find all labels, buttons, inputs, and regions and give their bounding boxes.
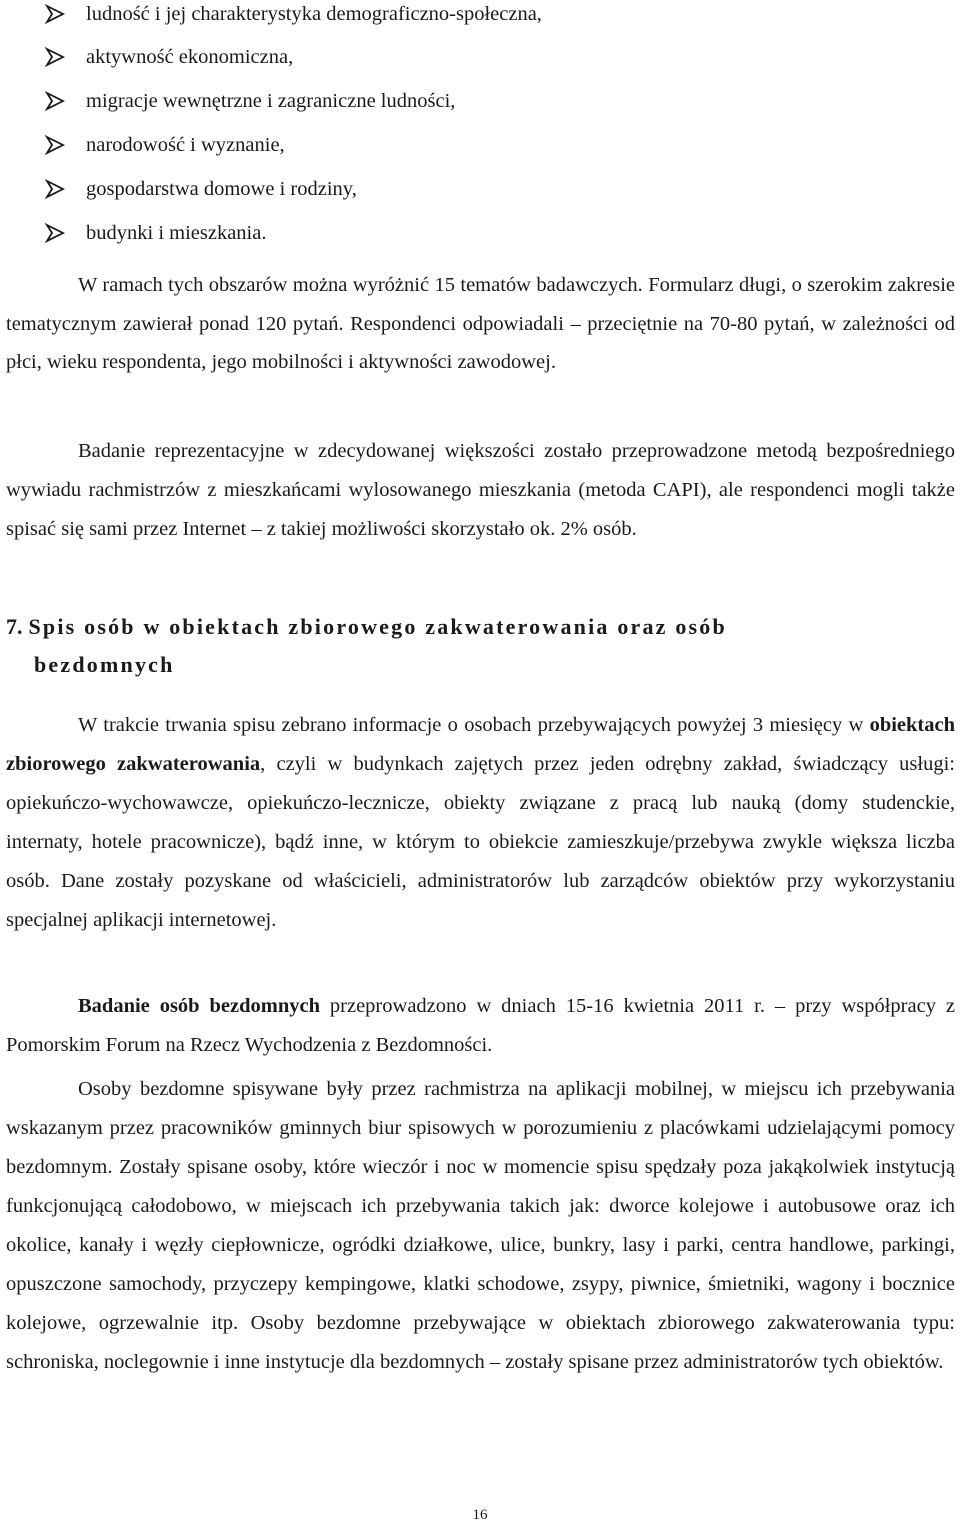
page-number: 16: [472, 1507, 488, 1523]
list-item: [44, 0, 542, 31]
list-item-text: aktywność ekonomiczna,: [86, 46, 294, 68]
paragraph-collective-accommodation: [6, 706, 955, 940]
arrow-bullet-icon: [44, 90, 66, 112]
section-number: 7.: [6, 614, 23, 639]
list-item-text: migracje wewnętrzne i zagraniczne ludności,: [86, 90, 456, 112]
arrow-bullet-icon: [44, 178, 66, 200]
list-item-text: narodowość i wyznanie,: [86, 134, 285, 156]
list-item: [44, 172, 357, 206]
section-heading: [6, 608, 955, 684]
section-title-line1: Spis osób w obiektach zbiorowego zakwaterowania oraz osób: [28, 614, 727, 639]
list-item-text: budynki i mieszkania.: [86, 222, 267, 244]
list-item: [44, 40, 293, 74]
bold-term: Badanie osób bezdomnych: [78, 995, 320, 1017]
paragraph-text: , czyli w budynkach zajętych przez jeden odrębny zakład, świadczący usługi: opiekuńczo-wychowawcze, opiekuńczo-lecznicze, obiekty związane z pracą lub nauką (domy studenckie, internaty, hotele pracownicze), bądź inne, w którym to obiekcie zamieszkuje/przebywa zwykle większa liczba osób. Dane zostały pozyskane od właścicieli, administratorów lub zarządców obiektów przy wykorzystaniu specjalnej aplikacji internetowej.: [6, 753, 955, 931]
list-item: [44, 128, 285, 162]
arrow-bullet-icon: [44, 134, 66, 156]
paragraph-survey-method: Badanie reprezentacyjne w zdecydowanej większości zostało przeprowadzone metodą bezpośredniego wywiadu rachmistrzów z mieszkańcami wylosowanego mieszkania (metoda CAPI), ale respondenci mogli także spisać się sami przez Internet – z takiej możliwości skorzystało ok. 2% osób.: [6, 440, 955, 540]
paragraph-text: przeprowadzono w dniach 15-16 kwietnia 2011 r. – przy współpracy z Pomorskim Forum na Rzecz Wychodzenia z Bezdomności.: [6, 995, 955, 1056]
paragraph-text: W trakcie trwania spisu zebrano informacje o osobach przebywających powyżej 3 miesięcy w: [78, 714, 870, 736]
section-title-line2: bezdomnych: [34, 652, 175, 677]
paragraph-homeless-enumeration: Osoby bezdomne spisywane były przez rachmistrza na aplikacji mobilnej, w miejscu ich przebywania wskazanym przez pracowników gminnych biur spisowych w porozumieniu z placówkami udzielającymi pomocy bezdomnym. Zostały spisane osoby, które wieczór i noc w momencie spisu spędzały poza jakąkolwiek instytucją funkcjonującą całodobowo, w miejscach ich przebywania takich jak: dworce kolejowe i autobusowe oraz ich okolice, kanały i węzły ciepłownicze, ogródki działkowe, ulice, bunkry, lasy i parki, centra handlowe, parkingi, opuszczone samochody, przyczepy kempingowe, klatki schodowe, zsypy, piwnice, śmietniki, wagony i bocznice kolejowe, ogrzewalnie itp. Osoby bezdomne przebywające w obiektach zbiorowego zakwaterowania typu: schroniska, noclegownie i inne instytucje dla bezdomnych – zostały spisane przez administratorów tych obiektów.: [6, 1078, 955, 1373]
paragraph-homeless-survey: [6, 987, 955, 1065]
bold-term: obiektach zbiorowego zakwaterowania: [6, 714, 955, 775]
arrow-bullet-icon: [44, 46, 66, 68]
paragraph-research-topics: W ramach tych obszarów można wyróżnić 15 tematów badawczych. Formularz długi, o szerokim zakresie tematycznym zawierał ponad 120 pytań. Respondenci odpowiadali – przeciętnie na 70-80 pytań, w zależności od płci, wieku respondenta, jego mobilności i aktywności zawodowej.: [6, 274, 955, 373]
list-item-text: ludność i jej charakterystyka demograficzno-społeczna,: [86, 3, 542, 25]
list-item: [44, 84, 455, 118]
list-item: [44, 216, 266, 250]
arrow-bullet-icon: [44, 3, 66, 25]
list-item-text: gospodarstwa domowe i rodziny,: [86, 178, 357, 200]
arrow-bullet-icon: [44, 222, 66, 244]
